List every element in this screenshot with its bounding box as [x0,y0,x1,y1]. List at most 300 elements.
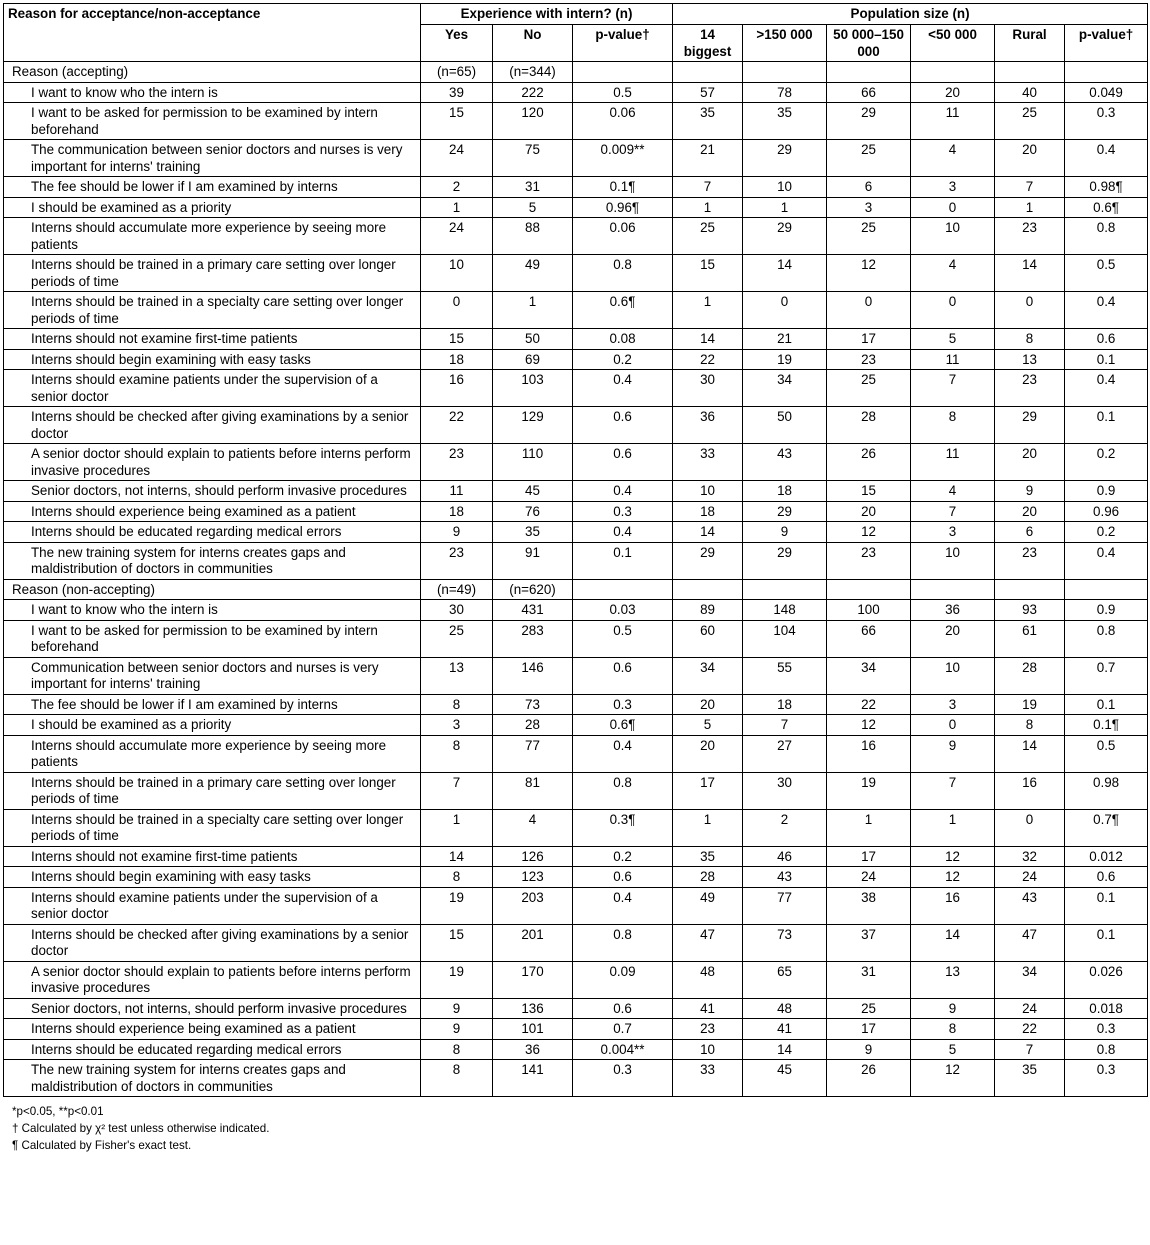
value-cell: 66 [827,82,911,103]
value-cell: 32 [995,846,1065,867]
value-cell: 0.009** [573,140,673,177]
value-cell: 36 [673,407,743,444]
value-cell: 14 [911,924,995,961]
value-cell: 24 [421,140,493,177]
section-title: Reason (accepting) [4,62,421,83]
value-cell: 9 [743,522,827,543]
section-n-yes: (n=49) [421,579,493,600]
table-header [4,4,1148,62]
value-cell: 19 [421,887,493,924]
value-cell: 12 [911,867,995,888]
table-row [4,407,1148,444]
value-cell: 7 [743,715,827,736]
value-cell: 40 [995,82,1065,103]
value-cell: 14 [421,846,493,867]
empty-cell [995,62,1065,83]
table-row [4,998,1148,1019]
value-cell: 0 [911,715,995,736]
reason-cell: A senior doctor should explain to patients before interns perform invasive procedures [4,444,421,481]
value-cell: 34 [673,657,743,694]
value-cell: 0.6¶ [573,292,673,329]
value-cell: 0.1¶ [1065,715,1148,736]
value-cell: 46 [743,846,827,867]
value-cell: 17 [827,1019,911,1040]
value-cell: 18 [421,501,493,522]
table-row [4,197,1148,218]
value-cell: 0.98¶ [1065,177,1148,198]
value-cell: 14 [995,255,1065,292]
footnotes [3,1103,1147,1154]
value-cell: 126 [493,846,573,867]
value-cell: 91 [493,542,573,579]
value-cell: 8 [421,867,493,888]
value-cell: 35 [673,103,743,140]
value-cell: 43 [995,887,1065,924]
reason-cell: Interns should be educated regarding medical errors [4,522,421,543]
value-cell: 0.08 [573,329,673,350]
table-row [4,349,1148,370]
value-cell: 0.8 [1065,1039,1148,1060]
value-cell: 49 [493,255,573,292]
value-cell: 69 [493,349,573,370]
value-cell: 1 [911,809,995,846]
value-cell: 10 [673,1039,743,1060]
value-cell: 14 [995,735,1065,772]
value-cell: 30 [421,600,493,621]
value-cell: 1 [493,292,573,329]
header-pvalue-population: p-value† [1065,25,1148,62]
table-row [4,1019,1148,1040]
value-cell: 29 [743,501,827,522]
value-cell: 0.012 [1065,846,1148,867]
value-cell: 18 [743,481,827,502]
value-cell: 0.98 [1065,772,1148,809]
reason-cell: The fee should be lower if I am examined by interns [4,177,421,198]
value-cell: 16 [827,735,911,772]
value-cell: 35 [743,103,827,140]
value-cell: 0.03 [573,600,673,621]
table-row [4,292,1148,329]
reason-cell: Interns should begin examining with easy tasks [4,867,421,888]
value-cell: 24 [827,867,911,888]
value-cell: 35 [673,846,743,867]
value-cell: 11 [911,103,995,140]
value-cell: 4 [911,255,995,292]
reason-cell: Interns should examine patients under the supervision of a senior doctor [4,370,421,407]
value-cell: 146 [493,657,573,694]
value-cell: 47 [673,924,743,961]
value-cell: 23 [827,349,911,370]
value-cell: 36 [493,1039,573,1060]
value-cell: 0 [827,292,911,329]
value-cell: 8 [421,735,493,772]
value-cell: 0.026 [1065,961,1148,998]
value-cell: 23 [421,444,493,481]
value-cell: 8 [995,715,1065,736]
value-cell: 1 [743,197,827,218]
reason-cell: Interns should be trained in a specialty care setting over longer periods of time [4,292,421,329]
value-cell: 30 [673,370,743,407]
value-cell: 9 [911,998,995,1019]
value-cell: 8 [421,1039,493,1060]
value-cell: 0.1¶ [573,177,673,198]
value-cell: 0.8 [573,772,673,809]
empty-cell [911,62,995,83]
value-cell: 30 [743,772,827,809]
value-cell: 0.9 [1065,600,1148,621]
value-cell: 0.6 [573,444,673,481]
reason-cell: Interns should not examine first-time patients [4,329,421,350]
header-reason: Reason for acceptance/non-acceptance [4,4,421,62]
reason-cell: The communication between senior doctors and nurses is very important for interns' training [4,140,421,177]
header-over-150000: >150 000 [743,25,827,62]
table-row [4,961,1148,998]
value-cell: 120 [493,103,573,140]
value-cell: 39 [421,82,493,103]
value-cell: 283 [493,620,573,657]
footnote-significance: *p<0.05, **p<0.01 [12,1105,104,1118]
value-cell: 14 [673,522,743,543]
value-cell: 11 [911,444,995,481]
value-cell: 5 [493,197,573,218]
reason-cell: The new training system for interns creates gaps and maldistribution of doctors in communities [4,542,421,579]
value-cell: 15 [827,481,911,502]
table-row [4,715,1148,736]
reason-cell: Interns should be trained in a primary care setting over longer periods of time [4,772,421,809]
value-cell: 8 [911,1019,995,1040]
table-row [4,809,1148,846]
value-cell: 7 [995,1039,1065,1060]
value-cell: 23 [421,542,493,579]
value-cell: 0.8 [573,255,673,292]
value-cell: 23 [995,218,1065,255]
value-cell: 101 [493,1019,573,1040]
section-n-no: (n=344) [493,62,573,83]
value-cell: 3 [421,715,493,736]
header-rural: Rural [995,25,1065,62]
value-cell: 14 [743,1039,827,1060]
reason-cell: I should be examined as a priority [4,715,421,736]
footnote-chi-square: † Calculated by χ² test unless otherwise indicated. [12,1122,270,1135]
value-cell: 23 [995,542,1065,579]
empty-cell [743,579,827,600]
empty-cell [911,579,995,600]
value-cell: 10 [911,218,995,255]
value-cell: 0.5 [573,620,673,657]
value-cell: 0.4 [573,370,673,407]
value-cell: 25 [995,103,1065,140]
value-cell: 0.4 [573,735,673,772]
value-cell: 50 [743,407,827,444]
value-cell: 2 [743,809,827,846]
value-cell: 1 [995,197,1065,218]
reason-cell: I want to know who the intern is [4,82,421,103]
value-cell: 0.6 [573,867,673,888]
reason-cell: Interns should begin examining with easy tasks [4,349,421,370]
value-cell: 0.6¶ [1065,197,1148,218]
value-cell: 0.06 [573,218,673,255]
value-cell: 0.4 [1065,370,1148,407]
value-cell: 88 [493,218,573,255]
value-cell: 24 [421,218,493,255]
value-cell: 12 [827,715,911,736]
value-cell: 123 [493,867,573,888]
value-cell: 28 [673,867,743,888]
value-cell: 3 [911,522,995,543]
value-cell: 0.4 [573,481,673,502]
header-yes: Yes [421,25,493,62]
table-row [4,522,1148,543]
value-cell: 23 [673,1019,743,1040]
value-cell: 0.6 [1065,329,1148,350]
value-cell: 25 [827,370,911,407]
value-cell: 0.7¶ [1065,809,1148,846]
header-pvalue-experience: p-value† [573,25,673,62]
value-cell: 73 [493,694,573,715]
value-cell: 14 [743,255,827,292]
value-cell: 0 [911,292,995,329]
value-cell: 0.1 [1065,407,1148,444]
value-cell: 3 [827,197,911,218]
value-cell: 136 [493,998,573,1019]
value-cell: 0.5 [1065,255,1148,292]
value-cell: 9 [421,522,493,543]
value-cell: 22 [827,694,911,715]
reason-cell: I want to be asked for permission to be examined by intern beforehand [4,620,421,657]
reason-cell: Interns should experience being examined as a patient [4,1019,421,1040]
value-cell: 20 [827,501,911,522]
value-cell: 93 [995,600,1065,621]
value-cell: 9 [995,481,1065,502]
value-cell: 7 [421,772,493,809]
header-experience-group: Experience with intern? (n) [421,4,673,25]
value-cell: 0.06 [573,103,673,140]
value-cell: 20 [911,82,995,103]
value-cell: 55 [743,657,827,694]
value-cell: 3 [911,694,995,715]
value-cell: 0.6 [1065,867,1148,888]
value-cell: 7 [673,177,743,198]
table-row [4,444,1148,481]
table-row [4,887,1148,924]
value-cell: 60 [673,620,743,657]
value-cell: 35 [493,522,573,543]
value-cell: 29 [743,218,827,255]
value-cell: 75 [493,140,573,177]
value-cell: 45 [743,1060,827,1097]
value-cell: 12 [827,255,911,292]
value-cell: 13 [911,961,995,998]
value-cell: 8 [995,329,1065,350]
value-cell: 0.3 [1065,103,1148,140]
table-row [4,1039,1148,1060]
value-cell: 12 [911,1060,995,1097]
value-cell: 25 [673,218,743,255]
value-cell: 5 [673,715,743,736]
section-n-yes: (n=65) [421,62,493,83]
value-cell: 10 [911,657,995,694]
value-cell: 0.4 [1065,292,1148,329]
value-cell: 7 [911,772,995,809]
section-n-no: (n=620) [493,579,573,600]
value-cell: 29 [743,542,827,579]
table-container [3,3,1147,1154]
reason-cell: Interns should not examine first-time patients [4,846,421,867]
table-body [4,62,1148,1097]
value-cell: 29 [995,407,1065,444]
value-cell: 0.6¶ [573,715,673,736]
value-cell: 22 [421,407,493,444]
value-cell: 0.7 [573,1019,673,1040]
table-row [4,694,1148,715]
value-cell: 148 [743,600,827,621]
value-cell: 16 [421,370,493,407]
value-cell: 28 [995,657,1065,694]
value-cell: 0.2 [1065,444,1148,481]
value-cell: 170 [493,961,573,998]
value-cell: 222 [493,82,573,103]
value-cell: 29 [827,103,911,140]
value-cell: 8 [911,407,995,444]
value-cell: 24 [995,867,1065,888]
value-cell: 12 [827,522,911,543]
header-no: No [493,25,573,62]
value-cell: 34 [743,370,827,407]
value-cell: 9 [827,1039,911,1060]
table-row [4,329,1148,350]
header-50000-150000: 50 000–150 000 [827,25,911,62]
value-cell: 1 [673,197,743,218]
value-cell: 65 [743,961,827,998]
table-row [4,140,1148,177]
value-cell: 15 [421,103,493,140]
value-cell: 19 [743,349,827,370]
value-cell: 18 [743,694,827,715]
value-cell: 0.5 [1065,735,1148,772]
value-cell: 8 [421,1060,493,1097]
value-cell: 0.2 [1065,522,1148,543]
value-cell: 11 [911,349,995,370]
value-cell: 0 [421,292,493,329]
value-cell: 20 [673,694,743,715]
value-cell: 3 [911,177,995,198]
value-cell: 21 [743,329,827,350]
value-cell: 0.3 [573,1060,673,1097]
value-cell: 29 [743,140,827,177]
value-cell: 203 [493,887,573,924]
value-cell: 7 [911,370,995,407]
value-cell: 0.4 [573,522,673,543]
value-cell: 0.004** [573,1039,673,1060]
value-cell: 66 [827,620,911,657]
value-cell: 37 [827,924,911,961]
empty-cell [1065,579,1148,600]
value-cell: 0.7 [1065,657,1148,694]
value-cell: 6 [995,522,1065,543]
table-row [4,82,1148,103]
value-cell: 16 [911,887,995,924]
value-cell: 0.3 [573,501,673,522]
reason-cell: Interns should accumulate more experience by seeing more patients [4,735,421,772]
value-cell: 431 [493,600,573,621]
value-cell: 20 [911,620,995,657]
value-cell: 41 [673,998,743,1019]
value-cell: 0 [911,197,995,218]
value-cell: 23 [995,370,1065,407]
value-cell: 0.3 [1065,1060,1148,1097]
value-cell: 20 [995,140,1065,177]
value-cell: 0.3 [573,694,673,715]
value-cell: 48 [673,961,743,998]
value-cell: 5 [911,329,995,350]
value-cell: 47 [995,924,1065,961]
empty-cell [827,579,911,600]
value-cell: 129 [493,407,573,444]
table-row [4,600,1148,621]
value-cell: 0.96 [1065,501,1148,522]
value-cell: 15 [421,924,493,961]
value-cell: 26 [827,1060,911,1097]
value-cell: 0 [995,809,1065,846]
value-cell: 38 [827,887,911,924]
value-cell: 0.8 [1065,218,1148,255]
value-cell: 22 [995,1019,1065,1040]
value-cell: 103 [493,370,573,407]
footnote-fisher: ¶ Calculated by Fisher's exact test. [12,1139,192,1152]
intern-acceptance-table [3,3,1148,1097]
value-cell: 20 [995,501,1065,522]
value-cell: 0.4 [573,887,673,924]
reason-cell: Senior doctors, not interns, should perform invasive procedures [4,998,421,1019]
value-cell: 0.2 [573,846,673,867]
value-cell: 17 [673,772,743,809]
value-cell: 19 [995,694,1065,715]
value-cell: 10 [421,255,493,292]
reason-cell: The new training system for interns creates gaps and maldistribution of doctors in communities [4,1060,421,1097]
value-cell: 0.96¶ [573,197,673,218]
empty-cell [573,579,673,600]
table-row [4,867,1148,888]
value-cell: 28 [827,407,911,444]
value-cell: 77 [743,887,827,924]
header-14-biggest: 14 biggest [673,25,743,62]
value-cell: 0.4 [1065,140,1148,177]
value-cell: 104 [743,620,827,657]
value-cell: 141 [493,1060,573,1097]
value-cell: 19 [421,961,493,998]
value-cell: 7 [995,177,1065,198]
value-cell: 17 [827,846,911,867]
value-cell: 0.3 [1065,1019,1148,1040]
value-cell: 22 [673,349,743,370]
value-cell: 0 [743,292,827,329]
value-cell: 25 [421,620,493,657]
value-cell: 34 [827,657,911,694]
value-cell: 0.8 [573,924,673,961]
value-cell: 5 [911,1039,995,1060]
value-cell: 0.6 [573,998,673,1019]
value-cell: 1 [421,197,493,218]
value-cell: 100 [827,600,911,621]
table-row [4,735,1148,772]
reason-cell: Interns should be trained in a specialty care setting over longer periods of time [4,809,421,846]
value-cell: 11 [421,481,493,502]
table-row [4,657,1148,694]
section-row [4,62,1148,83]
empty-cell [1065,62,1148,83]
value-cell: 110 [493,444,573,481]
table-row [4,846,1148,867]
